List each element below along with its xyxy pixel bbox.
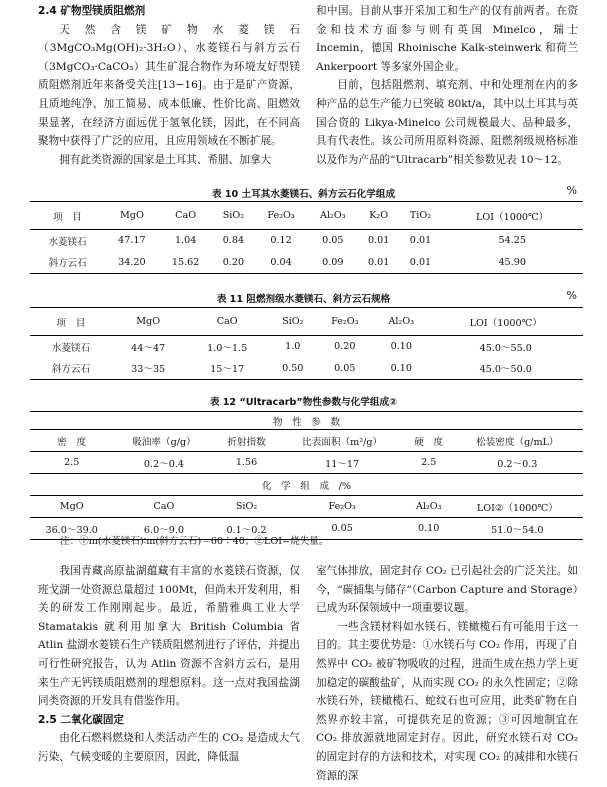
table-cell: 0.20 — [334, 341, 356, 353]
table-group-header: 物 性 参 数 — [272, 416, 341, 428]
table-header: Al₂O₃ — [388, 316, 415, 327]
table-cell: 0.09 — [322, 256, 344, 268]
table-row — [30, 230, 583, 252]
paragraph: 目前，包括阻燃剂、填充剂、中和处理剂在内的多种产品的总生产能力已突破 80kt/a，其中以土耳其与英国合资的 Likya-Minelco 公司规模最大、品种最多，具有代表性。该公司所用原料资源、阻燃剂级规格标准以及作为产品的“Ultracarb”相关参数见表 10～12。 — [316, 79, 578, 166]
table-cell: 11～17 — [325, 458, 360, 470]
section-heading-2-5: 2.5 二氧化碳固定 — [38, 713, 125, 726]
right-column-top — [316, 2, 578, 169]
table-cell: 36.0～39.0 — [45, 524, 98, 536]
table-cell: 33～35 — [131, 364, 166, 376]
table-cell: 6.0～9.0 — [143, 524, 185, 536]
paragraph: 我国青藏高原盐湖蕴藏有丰富的水菱镁石资源，仅班戈湖一处资源总量超过 100Mt，但尚未开发利用，相关的研发工作刚刚起步。最近，希腊雅典工业大学 Stamatakis 就利用加拿大 British Columbia 省 Atlin 盐湖水菱镁石生产镁质阻燃剂进行了评估，并提出可行性研究报告，认为 Atlin 资源不含斜方云石，是用来生产无钙镁质阻燃剂的理想原料。这一点对我国盐湖同类资源的开发具有借鉴作用。 — [38, 565, 300, 708]
table-cell: 51.0～54.0 — [491, 524, 544, 536]
table-group-header: 化 学 组 成 /% — [261, 480, 352, 492]
table-cell: 0.20 — [222, 256, 245, 268]
table-10-unit: % — [566, 184, 577, 197]
table-cell: 0.05 — [322, 235, 344, 247]
paragraph: 由化石燃料燃烧和人类活动产生的 CO₂ 是造成大气污染、气候变暖的主要原因，因此，降低温 — [38, 732, 300, 763]
table-11 — [30, 307, 583, 380]
table-cell: 45.0～50.0 — [479, 364, 532, 376]
table-header: CaO — [175, 210, 197, 221]
paragraph: 一些含镁材料如水镁石、镁橄榄石有可能用于这一目的。其主要优势是：①水镁石与 CO₂ 作用，再现了自然界中 CO₂ 被矿物吸收的过程，进而生成在热力学上更加稳定的碳酸盐矿，从而实现 CO₂ 的永久性固定；②除水镁石外，镁橄榄石、蛇纹石也可应用，此类矿物在自然界亦较丰富，可提供充足的资源；③可因地制宜在 CO₂ 排放源就地固定封存。因此，研究水镁石对 CO₂ 的固定封存的方法和技术，对实现 CO₂ 的减排和水镁石资源的深 — [316, 620, 578, 782]
table-cell: 0.2～0.4 — [143, 458, 185, 470]
table-12-caption: 表 12 “Ultracarb”物性参数与化学组成② — [209, 397, 398, 408]
table-cell: 1.56 — [235, 457, 258, 468]
table-header: Al₂O₃ — [320, 210, 346, 221]
table-11-unit: % — [566, 289, 577, 302]
table-header: SiO₂ — [235, 501, 258, 512]
table-cell: 0.10 — [390, 341, 412, 353]
table-cell: 0.10 — [418, 523, 440, 534]
table-header: 密 度 — [57, 436, 87, 448]
table-cell: 0.01 — [409, 256, 432, 268]
table-cell: 0.01 — [368, 256, 390, 268]
table-header: Al₂O₃ — [415, 501, 442, 512]
table-header: SiO₂ — [222, 210, 245, 221]
table-row — [30, 358, 583, 380]
table-cell: 1.0 — [285, 341, 301, 353]
table-cell: 2.5 — [64, 457, 80, 468]
table-cell: 0.50 — [282, 362, 304, 374]
right-column-bottom — [316, 562, 578, 785]
table-header: 硬 度 — [414, 436, 444, 448]
table-header: LOI（1000℃） — [476, 211, 549, 223]
table-header: 吸油率（g/g） — [132, 436, 196, 448]
table-cell: 47.17 — [118, 235, 146, 247]
table-cell: 45.0～55.0 — [479, 342, 532, 354]
table-header: LOI（1000℃） — [469, 317, 542, 329]
table-cell: 34.20 — [118, 256, 146, 268]
table-header: Fe₂O₃ — [331, 316, 359, 327]
table-cell: 0.05 — [331, 523, 353, 534]
paragraph: 拥有此类资源的国家是土耳其、希腊、加拿大 — [59, 153, 272, 166]
table-11-caption: 表 11 阻燃剂级水菱镁石、斜方云石规格 — [216, 294, 391, 305]
table-header: MgO — [59, 501, 84, 512]
table-cell: 0.10 — [390, 362, 412, 374]
table-cell: 0.05 — [334, 362, 356, 374]
table-cell: 1.0～1.5 — [207, 342, 248, 354]
table-cell: 0.01 — [368, 235, 390, 247]
table-header: CaO — [153, 501, 175, 512]
table-header: MgO — [136, 316, 161, 327]
table-cell: 1.04 — [174, 235, 197, 247]
table-cell: 0.01 — [409, 235, 432, 247]
table-header: CaO — [216, 316, 238, 327]
table-12 — [30, 411, 583, 540]
table-cell: 水菱镁石 — [51, 342, 91, 354]
table-header: Fe₂O₃ — [328, 501, 356, 512]
table-cell: 斜方云石 — [51, 364, 91, 376]
table-header: SiO₂ — [282, 316, 304, 327]
table-header: 项 目 — [53, 211, 82, 223]
table-header: 比表面积（m²/g） — [302, 436, 383, 448]
table-cell: 45.90 — [498, 256, 526, 268]
table-12-note: 注：①m(水菱镁石)∶m(斜方云石)＝60∶40；②LOI=烧失量。 — [60, 536, 329, 547]
table-row — [30, 252, 583, 274]
table-cell: 0.84 — [222, 235, 245, 247]
table-cell: 15.62 — [171, 256, 200, 268]
table-cell: 54.25 — [498, 235, 526, 247]
table-header: TiO₂ — [409, 210, 432, 221]
table-cell: 0.04 — [270, 256, 292, 268]
table-cell: 0.12 — [270, 235, 292, 247]
table-cell: 0.2～0.3 — [497, 458, 538, 470]
table-header: MgO — [119, 210, 144, 221]
table-header: LOI②（1000℃） — [476, 502, 558, 514]
table-cell: 0.1～0.2 — [226, 524, 267, 536]
left-column-bottom — [38, 562, 300, 767]
table-10 — [30, 201, 583, 274]
left-column-top — [38, 2, 300, 169]
section-heading-2-4: 2.4 矿物型镁质阻燃剂 — [38, 5, 146, 17]
table-10-caption: 表 10 土耳其水菱镁石、斜方云石化学组成 — [211, 189, 396, 200]
paragraph: 室气体排放，固定封存 CO₂ 已引起社会的广泛关注。如今，“碳捕集与储存”（Carbon Capture and Storage）已成为环保领域中一项重要议题。 — [316, 565, 578, 615]
paragraph: 天然含镁矿物水菱镁石（3MgCO₃Mg(OH)₂·3H₂O）、水菱镁石与斜方云石（3MgCO₃·CaCO₃）其生矿混合物作为环境友好型镁质阻燃剂近年来备受关注[13−16]。由于是矿产资源，且质地纯净、加工简易、成本低廉、性价比高、阻燃效果显著，在经济方面远优于氢氧化镁，因此，在不同高聚物中获得了广泛的应用，且应用领域在不断扩展。 — [38, 23, 300, 148]
table-header: 项 目 — [56, 317, 86, 329]
table-row — [30, 336, 583, 358]
table-header: 松装密度（g/mL） — [476, 436, 559, 448]
paragraph: 和中国。目前从事开采加工和生产的仅有前两者。在资金和技术方面参与则有英国 Minelco，瑞士 Incemin，德国 Rhoinische Kalk-steinwerk 和荷兰 Ankerpoort 等多家外国企业。 — [316, 5, 578, 73]
table-header: Fe₂O₃ — [267, 210, 295, 221]
table-row — [30, 452, 583, 474]
table-cell: 2.5 — [421, 457, 437, 468]
table-cell: 水菱镁石 — [48, 236, 87, 248]
table-cell: 44～47 — [131, 342, 166, 354]
table-cell: 15～17 — [210, 364, 245, 376]
table-cell: 斜方云石 — [48, 258, 87, 270]
table-header: K₂O — [369, 210, 389, 221]
table-header: 折射指数 — [227, 436, 266, 448]
